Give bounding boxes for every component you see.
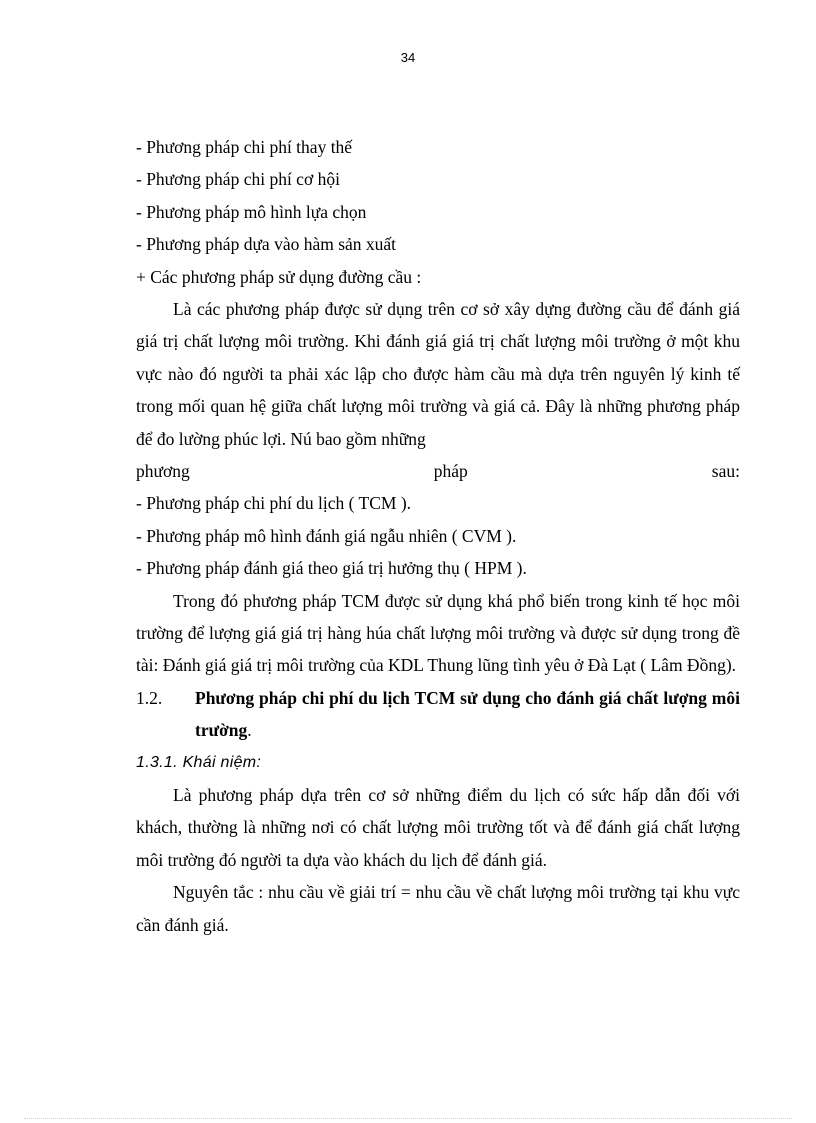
- section-number: 1.2.: [136, 687, 163, 708]
- tcm-paragraph: Trong đó phương pháp TCM được sử dụng khá phổ biến trong kinh tế học môi trường để lượng giá giá trị hàng húa chất lượng môi trường và được sử dụng trong đề tài: Đánh giá giá trị môi trường của KDL Thung lũng tình yêu ở Đà Lạt ( Lâm Đồng).: [136, 590, 740, 676]
- list-item: - Phương pháp dựa vào hàm sản xuất: [136, 234, 397, 255]
- demand-curve-paragraph: Là các phương pháp được sử dụng trên cơ sở xây dựng đường cầu để đánh giá giá trị chất lượng môi trường. Khi đánh giá giá trị chất lượng môi trường ở một khu vực nào đó người ta phải xác lập cho được hàm cầu mà dựa trên nguyên lý kinh tế trong mối quan hệ giữa chất lượng môi trường và giá cả. Đây là những phương pháp để đo lường phúc lợi. Nú bao gồm những: [136, 298, 740, 449]
- list-item: - Phương pháp chi phí cơ hội: [136, 169, 340, 190]
- section-title: Phương pháp chi phí du lịch TCM sử dụng cho đánh giá chất lượng môi trường.: [195, 687, 740, 741]
- definition-paragraph: Là phương pháp dựa trên cơ sở những điểm du lịch có sức hấp dẫn đối với khách, thường là những nơi có chất lượng môi trường tốt và để đánh giá chất lượng môi trường đó người ta dựa vào khách du lịch để đánh giá.: [136, 784, 740, 870]
- list-item: - Phương pháp đánh giá theo giá trị hưởng thụ ( HPM ).: [136, 558, 527, 579]
- list-item: - Phương pháp chi phí du lịch ( TCM ).: [136, 493, 412, 514]
- page-bottom-rule: [24, 1118, 792, 1119]
- section-heading: [136, 682, 740, 747]
- list-item: - Phương pháp chi phí thay thế: [136, 137, 353, 157]
- word: sau:: [711, 460, 740, 481]
- demand-curve-heading: + Các phương pháp sử dụng đường cầu :: [136, 266, 422, 287]
- page-number: 34: [400, 50, 416, 65]
- list-item: - Phương pháp mô hình đánh giá ngẫu nhiên ( CVM ).: [136, 525, 517, 546]
- document-body: [136, 131, 740, 941]
- subsection-heading: 1.3.1. Khái niệm:: [136, 753, 262, 771]
- justified-line: [136, 455, 740, 487]
- principle-paragraph: Nguyên tắc : nhu cầu về giải trí = nhu cầu về chất lượng môi trường tại khu vực cần đánh giá.: [136, 882, 740, 935]
- word: phương: [136, 460, 190, 481]
- word: pháp: [433, 460, 468, 481]
- list-item: - Phương pháp mô hình lựa chọn: [136, 201, 367, 222]
